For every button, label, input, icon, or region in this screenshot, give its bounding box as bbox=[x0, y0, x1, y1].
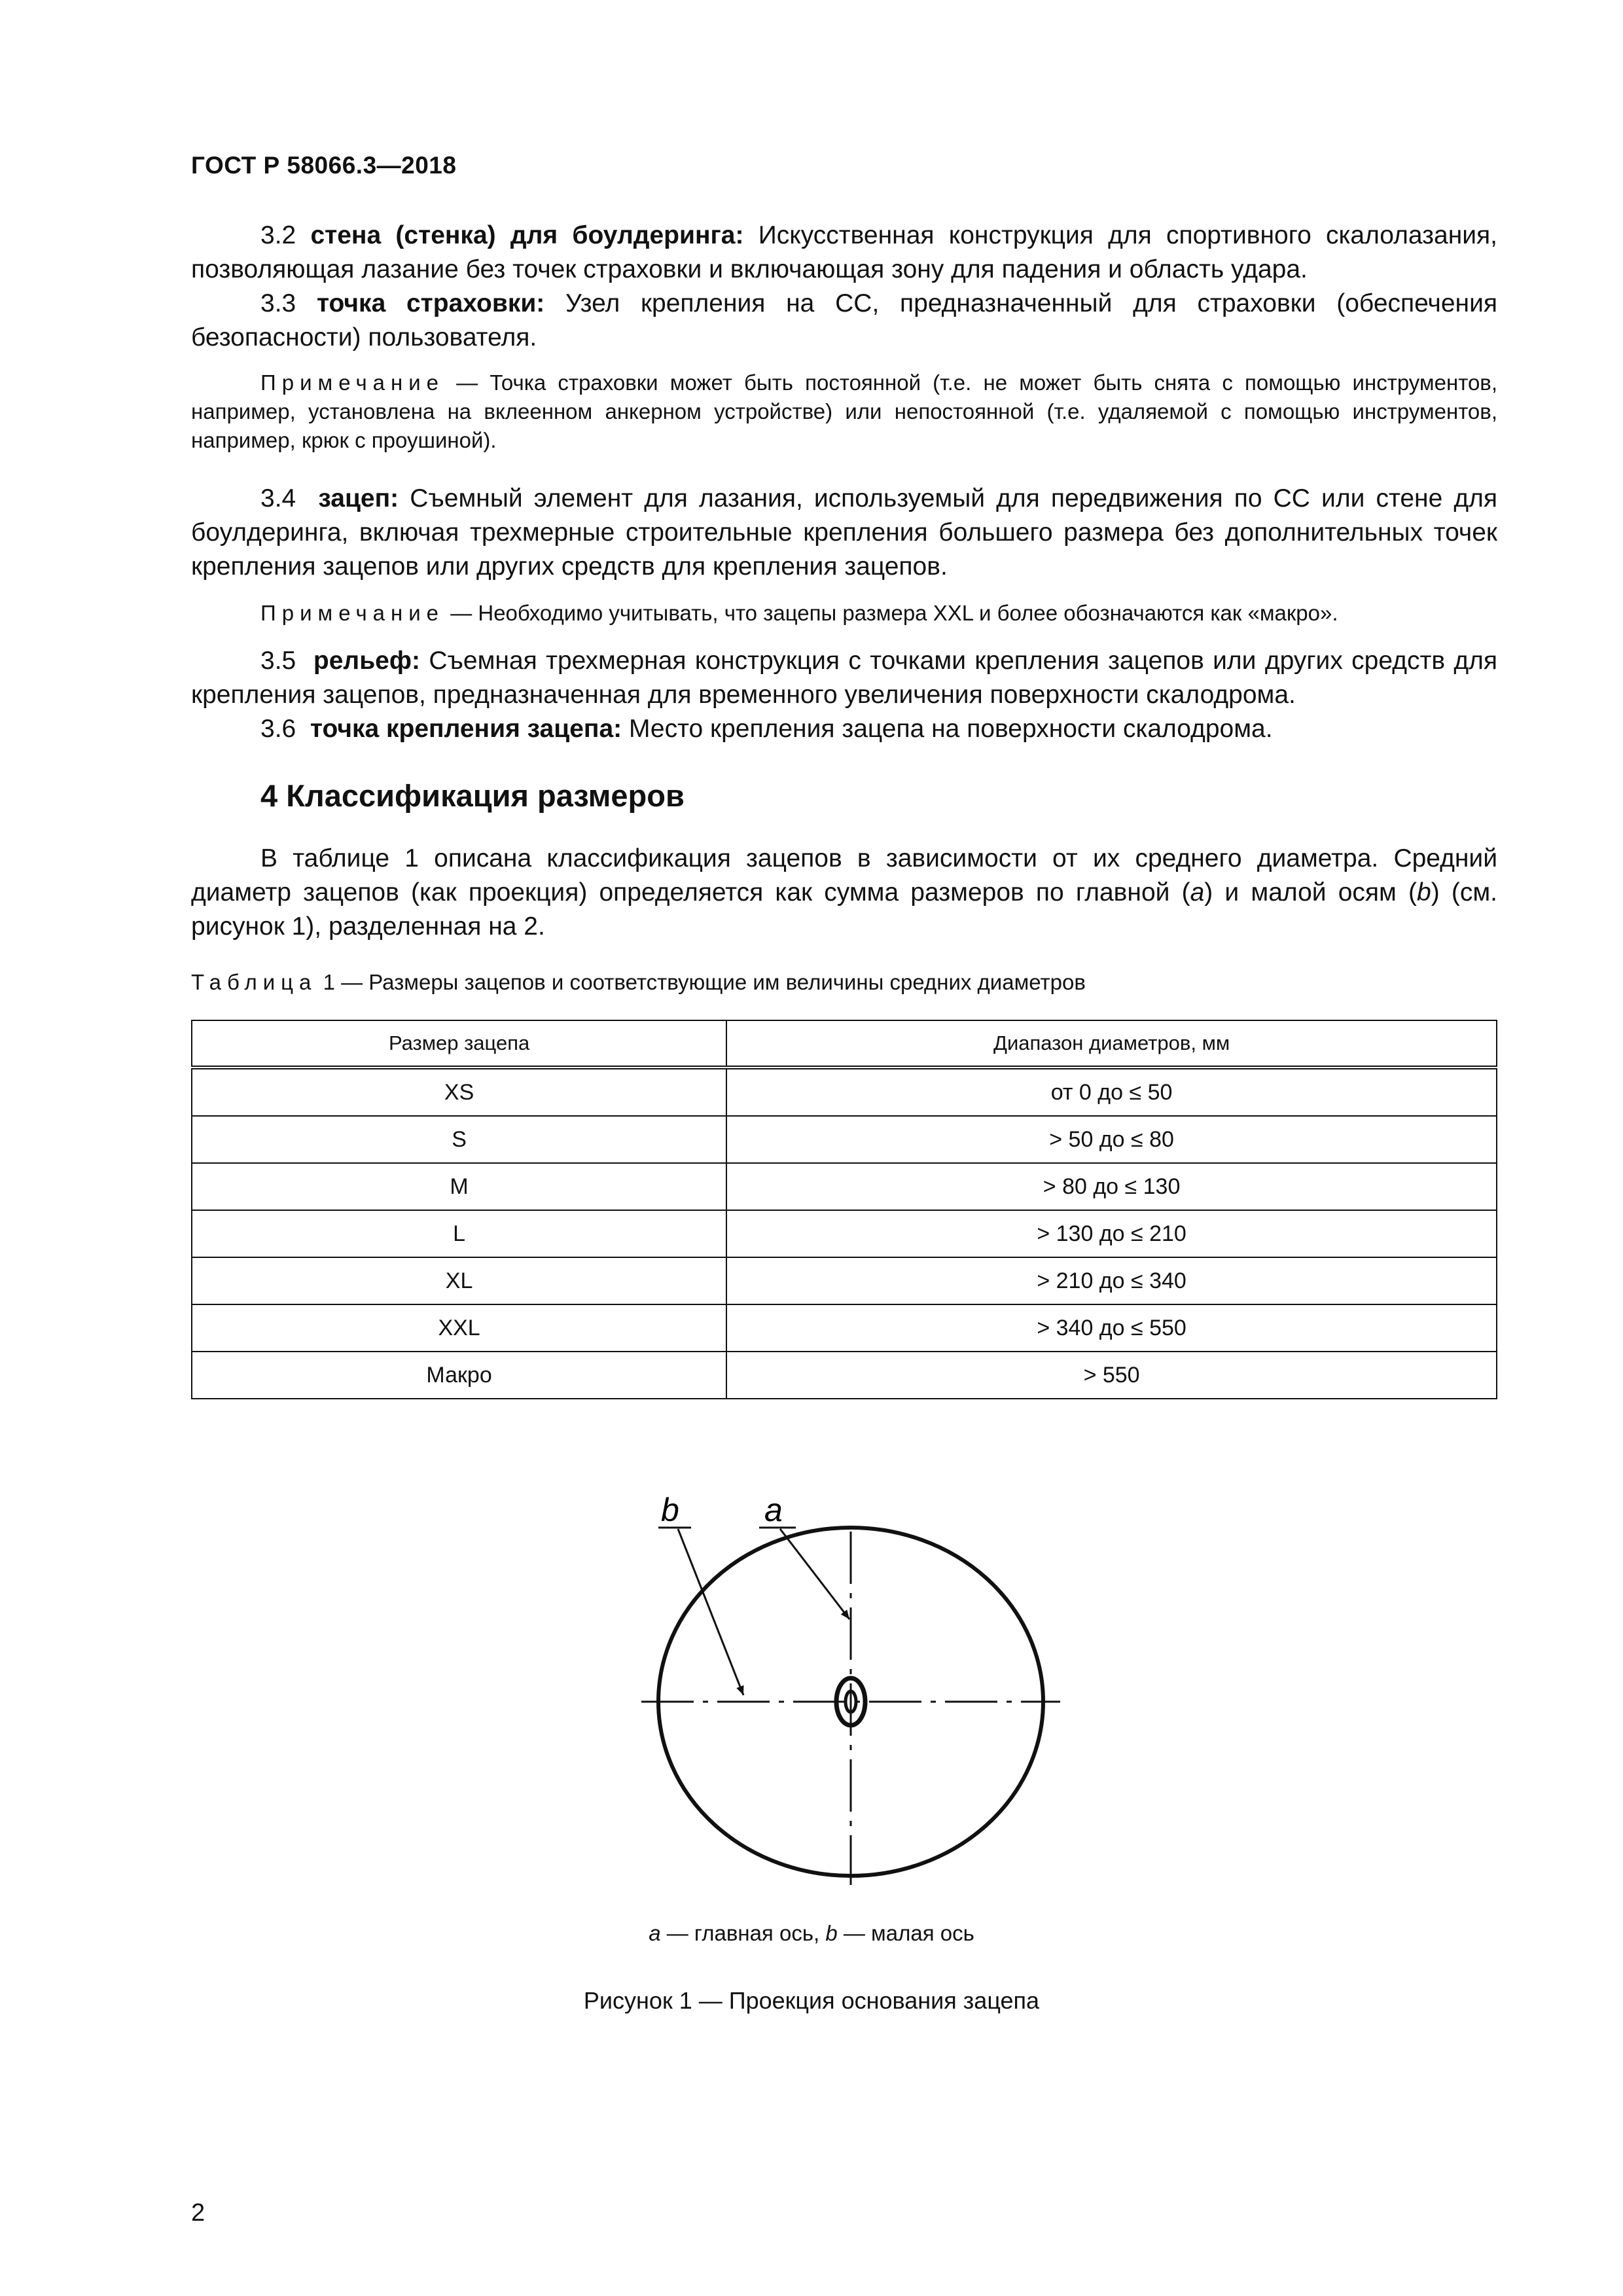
section-heading: 4 Классификация размеров bbox=[260, 778, 685, 813]
table-cell: XS bbox=[192, 1067, 726, 1116]
definition-3-5: 3.5 рельеф: Съемная трехмерная конструкция с точками крепления зацепов или других средств для крепления зацепов, предназначенная для временного увеличения поверхности скалодрома. bbox=[191, 647, 1498, 709]
table-cell: > 80 до ≤ 130 bbox=[726, 1163, 1497, 1210]
table-caption: Таблица 1 — Размеры зацепов и соответствующие им величины средних диаметров bbox=[191, 970, 1086, 994]
table-header-cell: Размер зацепа bbox=[192, 1020, 726, 1067]
table-header-row bbox=[192, 1020, 1497, 1067]
table-cell: > 550 bbox=[726, 1352, 1497, 1399]
table-cell: Макро bbox=[192, 1352, 726, 1399]
table-row bbox=[192, 1352, 1497, 1399]
table-cell: > 340 до ≤ 550 bbox=[726, 1304, 1497, 1352]
label-a: a bbox=[764, 1492, 783, 1528]
sizes-table bbox=[191, 1020, 1497, 1399]
figure-legend: a — главная ось, b — малая ось bbox=[649, 1921, 974, 1945]
table-cell: > 130 до ≤ 210 bbox=[726, 1210, 1497, 1257]
figure-caption: Рисунок 1 — Проекция основания зацепа bbox=[583, 1987, 1040, 2014]
page-number: 2 bbox=[191, 2199, 205, 2227]
table-cell: M bbox=[192, 1163, 726, 1210]
definition-3-4: 3.4 зацеп: Съемный элемент для лазания, используемый для передвижения по СС или стене для боулдеринга, включая трехмерные строительные крепления большего размера без дополнительных точек крепления зацепов или других средств для крепления зацепов. bbox=[191, 484, 1497, 581]
table-cell: S bbox=[192, 1116, 726, 1163]
document-code: ГОСТ Р 58066.3—2018 bbox=[191, 152, 457, 179]
table-row bbox=[192, 1163, 1497, 1210]
table-cell: > 210 до ≤ 340 bbox=[726, 1257, 1497, 1304]
definitions-block-1 bbox=[191, 219, 1497, 355]
note-1: Примечание — Точка страховки может быть постоянной (т.е. не может быть снята с помощью инструментов, например, установлена на вклеенном анкерном устройстве) или непостоянной (т.е. удаляемой с помощью инструментов, например, крюк с проушиной). bbox=[191, 370, 1497, 452]
table-row bbox=[192, 1067, 1497, 1116]
table-cell: от 0 до ≤ 50 bbox=[726, 1067, 1497, 1116]
table-header-cell: Диапазон диаметров, мм bbox=[726, 1020, 1497, 1067]
note-2: Примечание — Необходимо учитывать, что зацепы размера XXL и более обозначаются как «макро». bbox=[260, 601, 1338, 625]
label-b: b bbox=[661, 1492, 679, 1528]
definition-3-2: 3.2 стена (стенка) для боулдеринга: Искусственная конструкция для спортивного скалолазания, позволяющая лазание без точек страховки и включающая зону для падения и область удара. bbox=[191, 221, 1497, 283]
table-row bbox=[192, 1304, 1497, 1352]
leader-a bbox=[780, 1529, 849, 1619]
definition-3-6: 3.6 точка крепления зацепа: Место крепления зацепа на поверхности скалодрома. bbox=[260, 715, 1273, 743]
table-cell: > 50 до ≤ 80 bbox=[726, 1116, 1497, 1163]
table-row bbox=[192, 1257, 1497, 1304]
table-cell: L bbox=[192, 1210, 726, 1257]
table-cell: XL bbox=[192, 1257, 726, 1304]
hold-projection-figure bbox=[628, 1479, 1086, 1898]
definitions-block-3 bbox=[191, 644, 1497, 746]
table-row bbox=[192, 1116, 1497, 1163]
definitions-block-2 bbox=[191, 482, 1497, 584]
section-paragraph: В таблице 1 описана классификация зацепов в зависимости от их среднего диаметра. Средний диаметр зацепов (как проекция) определяется как сумма размеров по главной (a) и малой осям (b) (см. рисунок 1), разделенная на 2. bbox=[191, 844, 1497, 941]
table-row bbox=[192, 1210, 1497, 1257]
definition-3-3: 3.3 точка страховки: Узел крепления на СС, предназначенный для страховки (обеспечения безопасности) пользователя. bbox=[191, 289, 1497, 351]
table-cell: XXL bbox=[192, 1304, 726, 1352]
